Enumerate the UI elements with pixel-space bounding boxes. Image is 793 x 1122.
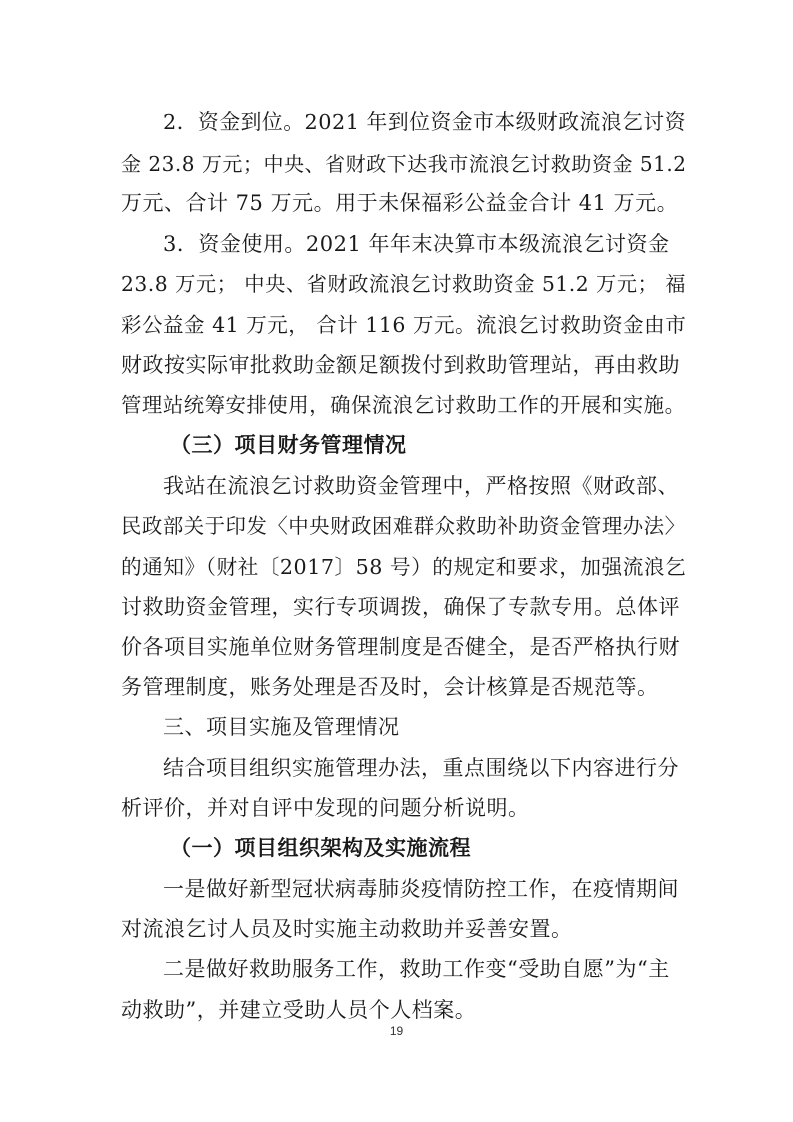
text-line: 管理站统筹安排使用，确保流浪乞讨救助工作的开展和实施。 (121, 393, 686, 417)
text-line: 二是做好救助服务工作，救助工作变“受助自愿”为“主 (163, 957, 670, 981)
text-line: 民政部关于印发〈中央财政困难群众救助补助资金管理办法〉 (121, 514, 686, 538)
text-line: 我站在流浪乞讨救助资金管理中，严格按照《财政部、 (163, 474, 679, 498)
text-line: 金 23.8 万元；中央、省财政下达我市流浪乞讨救助资金 51.2 (121, 152, 687, 176)
text-line: 3．资金使用。2021 年年末决算市本级流浪乞讨资金 (163, 232, 670, 256)
text-line: 对流浪乞讨人员及时实施主动救助并妥善安置。 (121, 917, 573, 941)
text-line: 价各项目实施单位财务管理制度是否健全，是否严格执行财 (121, 635, 680, 659)
text-line: 彩公益金 41 万元， 合计 116 万元。流浪乞讨救助资金由市 (121, 313, 687, 337)
text-line: 一是做好新型冠状病毒肺炎疫情防控工作，在疫情期间 (163, 877, 679, 901)
section-heading-financial: （三）项目财务管理情况 (170, 432, 407, 457)
section-heading-three: 三、项目实施及管理情况 (163, 715, 400, 739)
text-line: 务管理制度，账务处理是否及时，会计核算是否规范等。 (121, 675, 659, 699)
text-line: 23.8 万元； 中央、省财政流浪乞讨救助资金 51.2 万元； 福 (121, 272, 687, 296)
section-heading-org: （一）项目组织架构及实施流程 (170, 835, 471, 860)
text-line: 讨救助资金管理，实行专项调拨，确保了专款专用。总体评 (121, 595, 680, 619)
text-line: 动救助”，并建立受助人员个人档案。 (121, 998, 477, 1022)
text-line: 2．资金到位。2021 年到位资金市本级财政流浪乞讨资 (163, 110, 687, 134)
text-line: 析评价，并对自评中发现的问题分析说明。 (121, 796, 530, 820)
page-number: 19 (389, 1024, 404, 1038)
text-line: 的通知》（财社〔2017〕58 号）的规定和要求，加强流浪乞 (121, 555, 687, 579)
text-line: 结合项目组织实施管理办法，重点围绕以下内容进行分 (163, 756, 679, 780)
text-line: 财政按实际审批救助金额足额拨付到救助管理站，再由救助 (121, 353, 680, 377)
text-line: 万元、合计 75 万元。用于未保福彩公益金合计 41 万元。 (121, 191, 679, 215)
